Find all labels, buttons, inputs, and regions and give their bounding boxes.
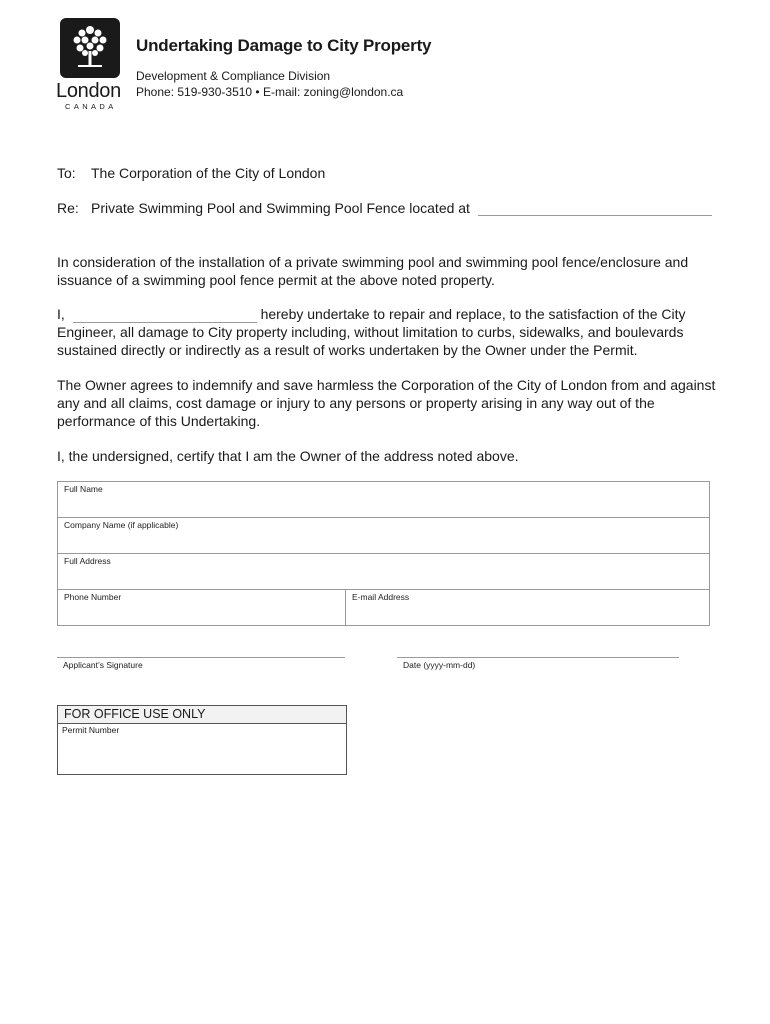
consideration-paragraph: In consideration of the installation of a private swimming pool and swimming pool fence/enclosure and issuance of a swimming pool fence permit at the above noted property.: [57, 254, 689, 288]
to-value: The Corporation of the City of London: [91, 165, 326, 181]
tree-icon: [60, 18, 120, 78]
owner-name-field[interactable]: [73, 308, 257, 323]
applicant-signature-field[interactable]: [57, 657, 345, 658]
office-use-header: FOR OFFICE USE ONLY: [58, 706, 346, 724]
to-line: [57, 165, 325, 181]
undertaking-paragraph: [57, 305, 717, 359]
re-line: [57, 200, 712, 216]
full-address-field[interactable]: [58, 554, 709, 589]
certify-paragraph: I, the undersigned, certify that I am the Owner of the address noted above.: [57, 448, 519, 464]
full-name-field[interactable]: [58, 482, 709, 517]
document-header: [136, 36, 431, 100]
applicant-signature-label: Applicant’s Signature: [63, 660, 143, 670]
logo-wordmark: London: [56, 80, 121, 102]
field-row: [58, 554, 709, 590]
contact-info: Phone: 519-930-3510 • E-mail: zoning@london.ca: [136, 85, 404, 99]
permit-number-field[interactable]: [58, 724, 346, 736]
field-row: [58, 590, 709, 626]
re-label: Re:: [57, 200, 79, 216]
office-use-box: [57, 705, 347, 775]
property-address-field[interactable]: [478, 201, 712, 216]
indemnify-paragraph: The Owner agrees to indemnify and save harmless the Corporation of the City of London from and against any and all claims, cost damage or injury to any persons or property arising in any way out of the performance of this Undertaking.: [57, 377, 716, 429]
undertaking-text: hereby undertake to repair and replace, to the satisfaction of the City Engineer, all damage to City property including, without limitation to curbs, sidewalks, and boulevards sustained directly or indirectly as a result of works undertaken by the Owner under the Permit.: [57, 306, 686, 358]
re-value: Private Swimming Pool and Swimming Pool Fence located at: [91, 200, 470, 216]
division-name: Development & Compliance Division: [136, 69, 331, 83]
date-label: Date (yyyy-mm-dd): [403, 660, 476, 670]
logo-subtitle: CANADA: [65, 102, 117, 111]
applicant-fields-table: [57, 481, 710, 626]
phone-number-label: Phone Number: [64, 592, 122, 602]
company-name-field[interactable]: [58, 518, 709, 553]
city-logo: [56, 18, 128, 111]
document-title: Undertaking Damage to City Property: [136, 36, 432, 55]
field-row: [58, 518, 709, 554]
email-address-field[interactable]: [345, 590, 709, 625]
permit-number-label: Permit Number: [62, 725, 120, 735]
to-label: To:: [57, 165, 76, 181]
phone-number-field[interactable]: [58, 590, 345, 625]
field-row: [58, 482, 709, 518]
full-address-label: Full Address: [64, 556, 111, 566]
email-address-label: E-mail Address: [352, 592, 410, 602]
date-field[interactable]: [397, 657, 679, 658]
company-name-label: Company Name (if applicable): [64, 520, 179, 530]
undertaking-prefix: I,: [57, 306, 65, 322]
full-name-label: Full Name: [64, 484, 103, 494]
